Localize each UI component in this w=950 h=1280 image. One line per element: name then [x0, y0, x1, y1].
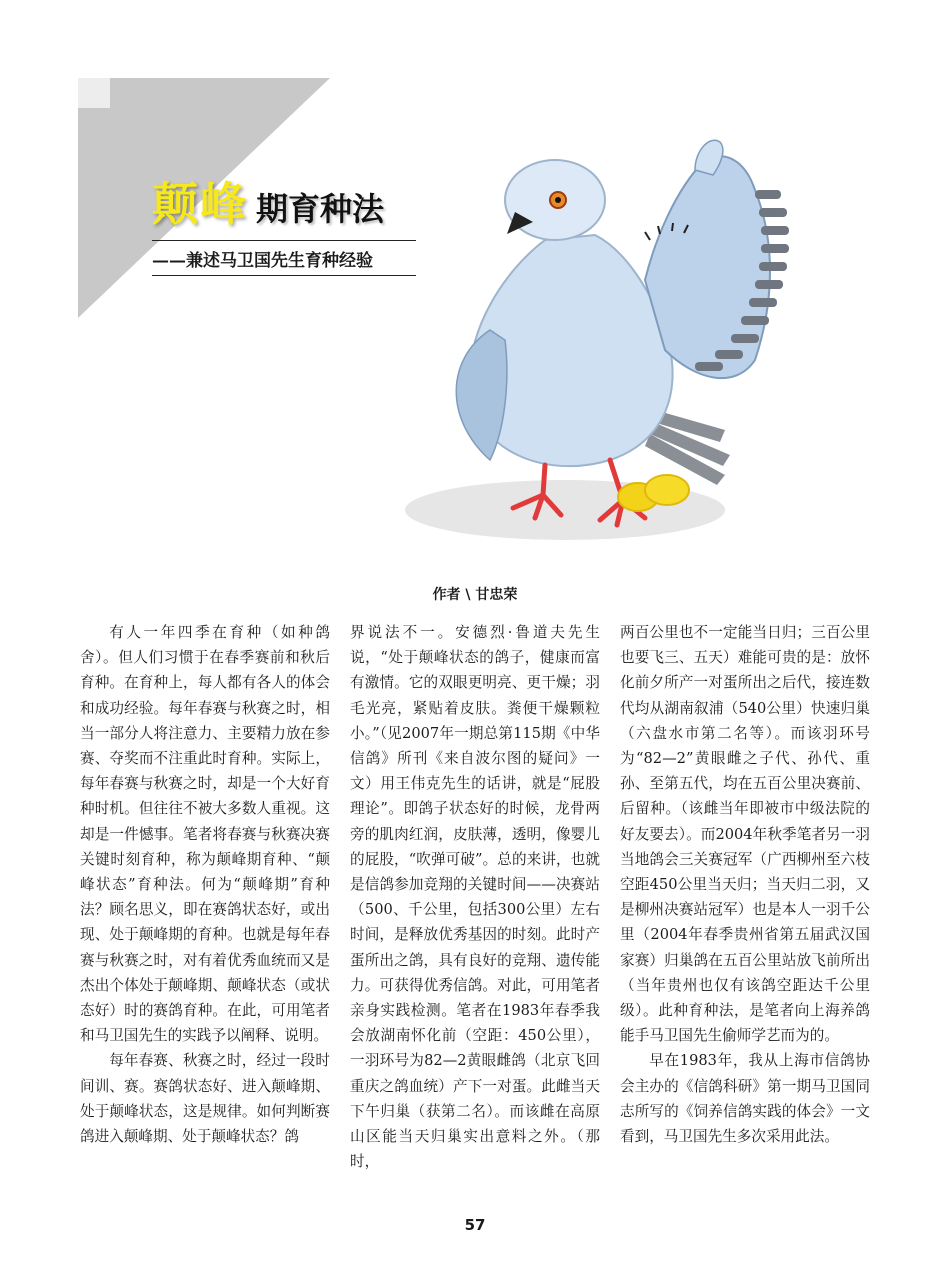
title-block: [152, 168, 422, 276]
paragraph: 有人一年四季在育种（如种鸽舍）。但人们习惯于在春季赛前和秋后育种。在育种上，每人都有各人的体会和成功经验。每年春赛与秋赛之时，相当一部分人将注意力、主要精力放在参赛、夺奖而不注重此时育种。实际上，每年春赛与秋赛之时，却是一个大好育种时机。但往往不被大多数人重视。这却是一件憾事。笔者将春赛与秋赛决赛关键时刻育种，称为颠峰期育种、“颠峰状态”育种法。何为“颠峰期”育种法？顾名思义，即在赛鸽状态好，或出现、处于颠峰期的育种。也就是每年春赛与秋赛之时，对有着优秀血统而又是杰出个体处于颠峰期、颠峰状态（或状态好）时的赛鸽育种。在此，可用笔者和马卫国先生的实践予以阐释、说明。: [80, 624, 330, 1045]
paragraph: 两百公里也不一定能当日归；三百公里也要飞三、五天）难能可贵的是：放怀化前夕所产一对蛋所出之后代，接连数代均从湖南叙浦（540公里）快速归巢（六盘水市第二名等）。而该羽环号为“82—2”黄眼雌之子代、孙代、重孙、至第五代，均在五百公里决赛前、后留种。（该雌当年即被市中级法院的好友要去）。而2004年秋季笔者另一羽当地鸽会三关赛冠军（广西柳州至六枝空距450公里当天归；当天归二羽，又是柳州决赛站冠军）也是本人一羽千公里（2004年春季贵州省第五届武汉国家赛）归巢鸽在五百公里站放飞前所出（当年贵州也仅有该鸽空距达千公里级）。此种育种法，是笔者向上海养鸽能手马卫国先生偷师学艺而为的。: [620, 624, 870, 1045]
title-main: 期育种法: [256, 190, 385, 228]
paragraph: 界说法不一。安德烈·鲁道夫先生说，“处于颠峰状态的鸽子，健康而富有激情。它的双眼更明亮、更干燥；羽毛光亮，紧贴着皮肤。粪便干燥颗粒小。”（见2007年一期总第115期《中华信鸽》所刊《来自波尔图的疑问》一文）用王伟克先生的话讲，就是“屁股理论”。即鸽子状态好的时候，龙骨两旁的肌肉红润，皮肤薄，透明，像婴儿的屁股，“吹弹可破”。总的来讲，也就是信鸽参加竞翔的关键时间——决赛站（500、千公里，包括300公里）左右时间，是释放优秀基因的时刻。此时产蛋所出之鸽，具有良好的竞翔、遗传能力。可获得优秀信鸽。对此，可用笔者亲身实践检测。笔者在1983年春季我会放湖南怀化前（空距：450公里），一羽环号为82—2黄眼雌鸽（北京飞回重庆之鸽血统）产下一对蛋。此雌当天下午归巢（获第二名）。而该雌在高原山区能当天归巢实出意料之外。（那时，: [350, 624, 600, 1171]
pigeon-raised-wing: [645, 156, 770, 378]
subtitle: ——兼述马卫国先生育种经验: [152, 251, 373, 271]
corner-triangle-decoration: [0, 0, 340, 330]
title-line: [152, 168, 422, 234]
paragraph: 每年春赛、秋赛之时，经过一段时间训、赛。赛鸽状态好、进入颠峰期、处于颠峰状态，这是规律。如何判断赛鸽进入颠峰期、处于颠峰状态？鸽: [80, 1052, 330, 1146]
subtitle-bottom-rule: [152, 275, 416, 276]
text-column-2: [350, 620, 600, 1174]
title-highlight: 颠峰: [152, 177, 248, 231]
page-number: 57: [464, 1216, 486, 1234]
text-column-3: [620, 620, 870, 1149]
author-credit: 作者 \ 甘忠荣: [432, 587, 518, 603]
text-column-1: [80, 620, 330, 1149]
paragraph: 早在1983年，我从上海市信鸽协会主办的《信鸽科研》第一期马卫国同志所写的《饲养信鸽实践的体会》一文看到，马卫国先生多次采用此法。: [620, 1052, 870, 1146]
pigeon-illustration: [395, 130, 815, 550]
